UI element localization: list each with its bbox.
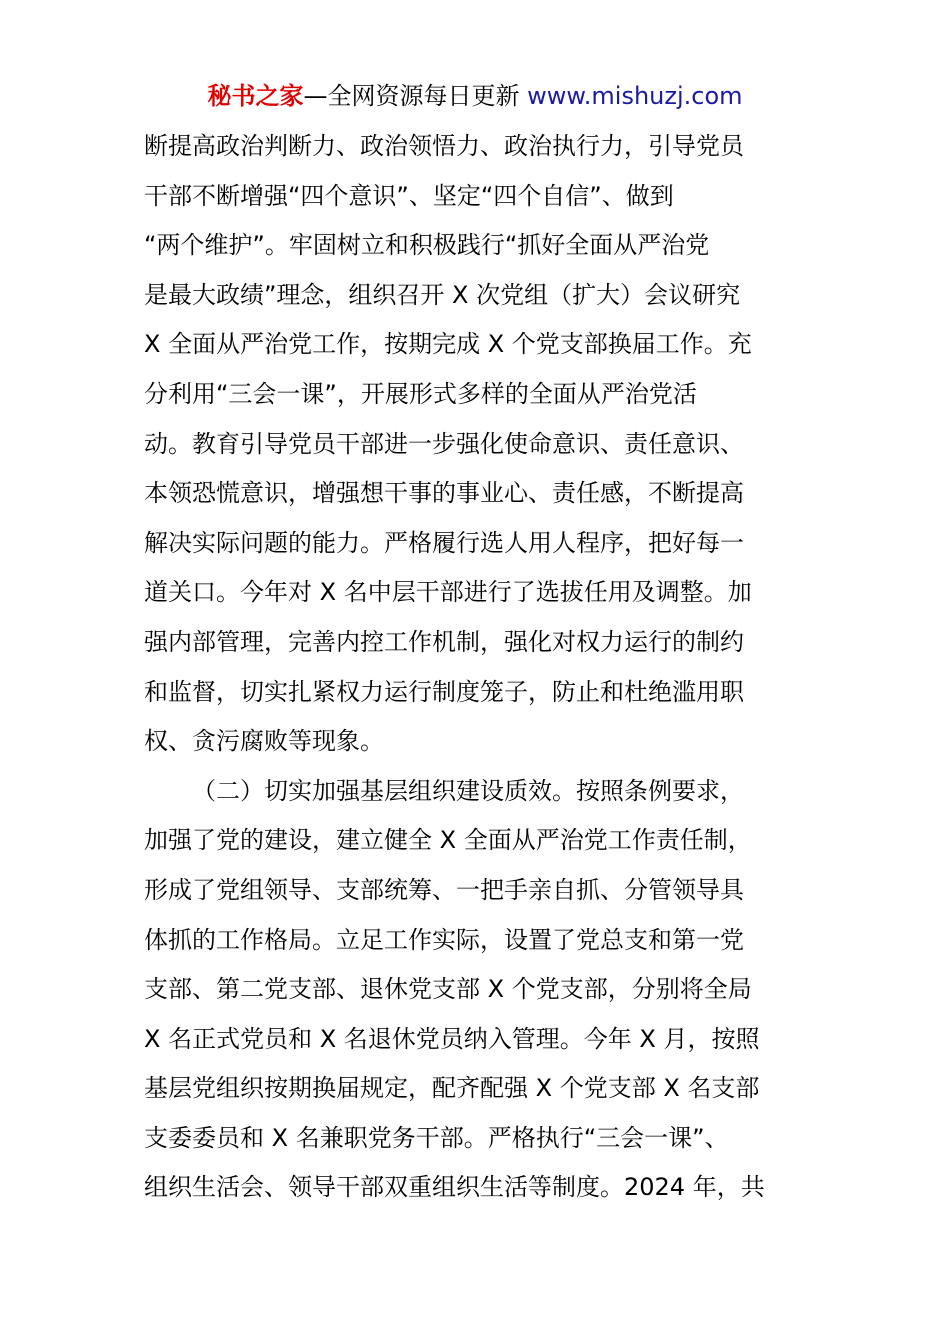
section-heading-line: （二）切实加强基层组织建设质效。按照条例要求，	[192, 776, 744, 805]
text-line: 分利用“三会一课”，开展形式多样的全面从严治党活	[144, 379, 697, 408]
text-line: 动。教育引导党员干部进一步强化使命意识、责任意识、	[144, 429, 744, 458]
text-line: 解决实际问题的能力。严格履行选人用人程序，把好每一	[144, 528, 744, 557]
text-line: 是最大政绩”理念，组织召开 X 次党组（扩大）会议研究	[144, 280, 741, 309]
text-line: 本领恐慌意识，增强想干事的事业心、责任感，不断提高	[144, 479, 744, 508]
text-line: X 名正式党员和 X 名退休党员纳入管理。今年 X 月，按照	[144, 1024, 760, 1053]
text-line: 权、贪污腐败等现象。	[144, 727, 384, 756]
site-url-link[interactable]: www.mishuzj.com	[527, 82, 743, 110]
text-line: 组织生活会、领导干部双重组织生活等制度。2024 年，共	[144, 1173, 765, 1202]
text-line: 强内部管理，完善内控工作机制，强化对权力运行的制约	[144, 627, 744, 656]
header-tagline: —全网资源每日更新	[303, 82, 528, 110]
text-line: “两个维护”。牢固树立和积极践行“抓好全面从严治党	[144, 231, 710, 260]
site-header	[0, 80, 950, 112]
text-line: 加强了党的建设，建立健全 X 全面从严治党工作责任制，	[144, 826, 752, 855]
text-line: 支委委员和 X 名兼职党务干部。严格执行“三会一课”、	[144, 1123, 729, 1152]
text-line: 道关口。今年对 X 名中层干部进行了选拔任用及调整。加	[144, 578, 752, 607]
text-line: 干部不断增强“四个意识”、坚定“四个自信”、做到	[144, 181, 674, 210]
text-line: 基层党组织按期换届规定，配齐配强 X 个党支部 X 名支部	[144, 1074, 760, 1103]
text-line: 和监督，切实扎紧权力运行制度笼子，防止和杜绝滥用职	[144, 677, 744, 706]
text-line: X 全面从严治党工作，按期完成 X 个党支部换届工作。充	[144, 330, 752, 359]
brand-name: 秘书之家	[207, 82, 304, 110]
text-line: 支部、第二党支部、退休党支部 X 个党支部，分别将全局	[144, 975, 752, 1004]
document-body	[144, 122, 814, 1213]
text-line: 体抓的工作格局。立足工作实际，设置了党总支和第一党	[144, 925, 744, 954]
text-line: 形成了党组领导、支部统筹、一把手亲自抓、分管领导具	[144, 875, 744, 904]
text-line: 断提高政治判断力、政治领悟力、政治执行力，引导党员	[144, 132, 744, 160]
